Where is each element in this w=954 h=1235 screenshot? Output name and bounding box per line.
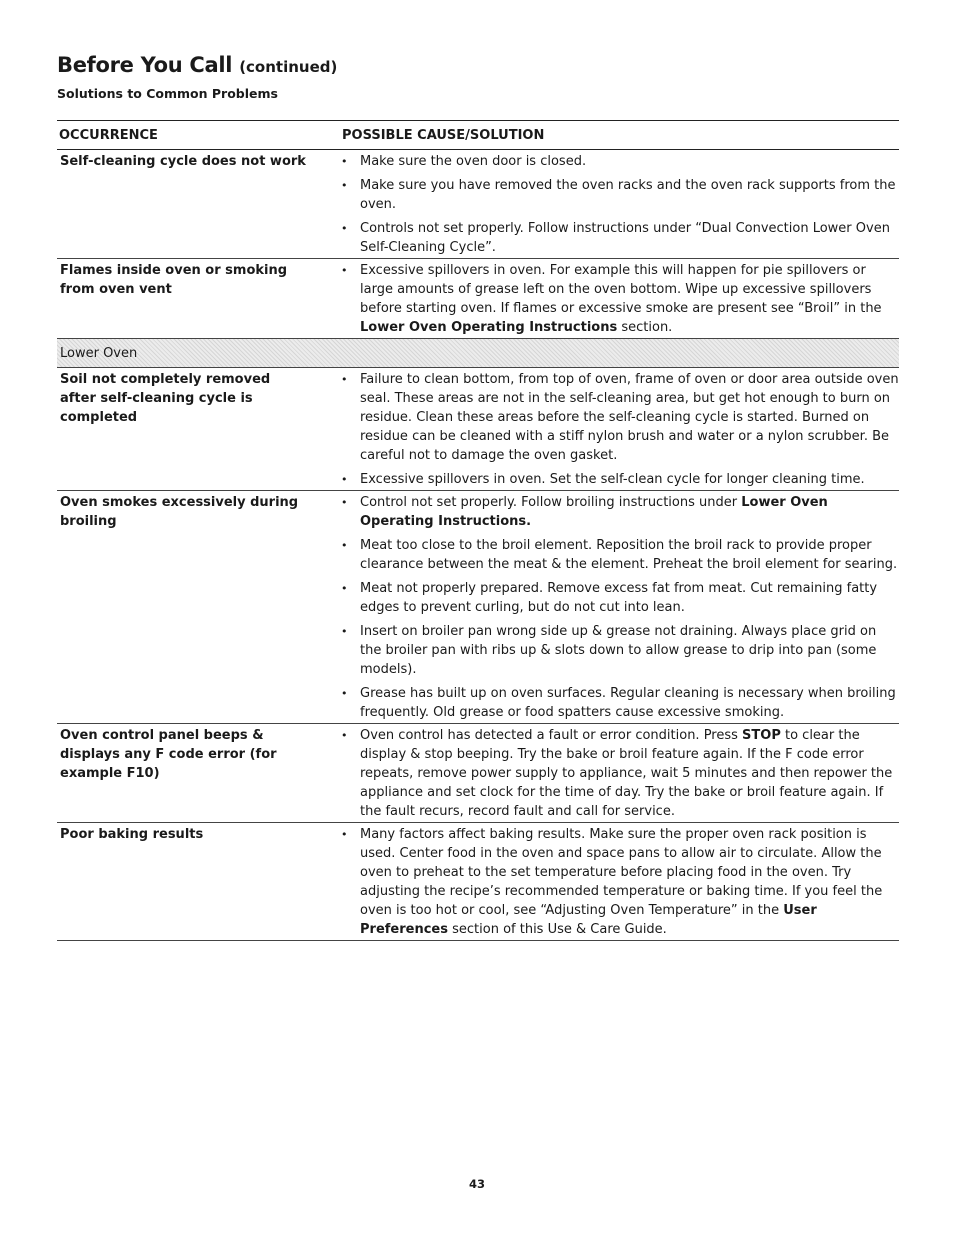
solution-cell bbox=[327, 152, 899, 257]
solution-item bbox=[327, 726, 899, 821]
solution-cell bbox=[327, 493, 899, 722]
page-header bbox=[57, 52, 337, 101]
solution-emphasis: Lower Oven Operating Instructions. bbox=[360, 495, 828, 529]
page-title bbox=[57, 52, 337, 80]
section-label: Lower Oven bbox=[60, 345, 138, 361]
column-header-solution: POSSIBLE CAUSE/SOLUTION bbox=[342, 127, 545, 143]
solution-emphasis: Lower Oven Operating Instructions bbox=[360, 320, 618, 335]
table-row bbox=[57, 150, 899, 259]
occurrence-cell: Oven smokes excessively during broiling bbox=[60, 495, 299, 529]
solution-list bbox=[327, 493, 899, 722]
page-number: 43 bbox=[468, 1177, 485, 1191]
solution-list bbox=[327, 370, 899, 489]
solution-item: • Controls not set properly. Follow instructions under “Dual Convection Lower Oven Self-Cleaning Cycle”. bbox=[327, 219, 899, 257]
title-suffix: (continued) bbox=[239, 58, 338, 76]
table-body-general bbox=[57, 150, 899, 339]
table-row bbox=[57, 368, 899, 491]
solution-item bbox=[327, 493, 899, 531]
solution-item: • Make sure the oven door is closed. bbox=[327, 152, 899, 171]
solution-item: • Excessive spillovers in oven. Set the self-clean cycle for longer cleaning time. bbox=[327, 470, 899, 489]
table-row bbox=[57, 823, 899, 941]
solution-cell bbox=[327, 370, 899, 489]
table-row bbox=[57, 259, 899, 339]
solution-list bbox=[327, 261, 899, 337]
column-header-occurrence: OCCURRENCE bbox=[59, 127, 158, 143]
solution-text: Oven control has detected a fault or error condition. Press bbox=[360, 728, 743, 743]
solution-item bbox=[327, 825, 899, 939]
occurrence-cell: Oven control panel beeps & displays any F code error (for example F10) bbox=[60, 728, 277, 781]
table-row bbox=[57, 491, 899, 724]
occurrence-cell: Soil not completely removed after self-cleaning cycle is completed bbox=[60, 372, 271, 425]
solution-cell bbox=[327, 825, 899, 939]
solution-list bbox=[327, 152, 899, 257]
solution-item: • Meat too close to the broil element. Reposition the broil rack to provide proper clearance between the meat & the element. Preheat the broil element for searing. bbox=[327, 536, 899, 574]
title-text: Before You Call bbox=[57, 53, 233, 77]
solution-item bbox=[327, 261, 899, 337]
solution-emphasis: STOP bbox=[742, 728, 781, 743]
section-band-lower-oven bbox=[57, 339, 899, 368]
solution-item: • Meat not properly prepared. Remove excess fat from meat. Cut remaining fatty edges to prevent curling, but do not cut into lean. bbox=[327, 579, 899, 617]
solution-text: Excessive spillovers in oven. For example this will happen for pie spillovers or large amounts of grease left on the oven bottom. Wipe up excessive spillovers before starting oven. If flames or excessive smoke are present see “Broil” in the bbox=[360, 263, 882, 316]
occurrence-cell: Self-cleaning cycle does not work bbox=[60, 154, 306, 169]
solution-item: • Failure to clean bottom, from top of oven, frame of oven or door area outside oven seal. These areas are not in the self-cleaning area, but get hot enough to burn on residue. Clean these areas before the self-cleaning cycle is started. Burned on residue can be cleaned with a stiff nylon brush and water or a nylon scrubber. Be careful not to damage the oven gasket. bbox=[327, 370, 899, 465]
solution-cell bbox=[327, 726, 899, 821]
solution-item: • Grease has built up on oven surfaces. Regular cleaning is necessary when broiling frequently. Old grease or food spatters cause excessive smoking. bbox=[327, 684, 899, 722]
solution-cell bbox=[327, 261, 899, 337]
occurrence-cell: Poor baking results bbox=[60, 827, 204, 842]
solution-item: • Make sure you have removed the oven racks and the oven rack supports from the oven. bbox=[327, 176, 899, 214]
troubleshooting-table bbox=[57, 120, 899, 941]
solution-text: Control not set properly. Follow broiling instructions under bbox=[360, 495, 742, 510]
table-header bbox=[57, 120, 899, 150]
solution-text-tail: to clear the display & stop beeping. Try the bake or broil feature again. If the F code error repeats, remove power supply to appliance, wait 5 minutes and then repower the appliance and set clock for the time of day. Try the bake or broil feature again. If the fault recurs, record fault and call for service. bbox=[360, 728, 893, 819]
table-body-lower-oven bbox=[57, 368, 899, 941]
page-subtitle: Solutions to Common Problems bbox=[57, 86, 278, 101]
solution-emphasis: User Preferences bbox=[360, 903, 817, 937]
solution-text-tail: section of this Use & Care Guide. bbox=[447, 922, 667, 937]
occurrence-cell: Flames inside oven or smoking from oven vent bbox=[60, 263, 288, 297]
solution-item: • Insert on broiler pan wrong side up & grease not draining. Always place grid on the broiler pan with ribs up & slots down to allow grease to drip into pan (some models). bbox=[327, 622, 899, 679]
table-row bbox=[57, 724, 899, 823]
solution-text-tail: section. bbox=[617, 320, 673, 335]
solution-text: Many factors affect baking results. Make sure the proper oven rack position is used. Center food in the oven and space pans to allow air to circulate. Allow the oven to preheat to the set temperature before placing food in the oven. Try adjusting the recipe’s recommended temperature or baking time. If you feel the oven is too hot or cool, see “Adjusting Oven Temperature” in the bbox=[360, 827, 883, 918]
solution-list bbox=[327, 825, 899, 939]
solution-list bbox=[327, 726, 899, 821]
